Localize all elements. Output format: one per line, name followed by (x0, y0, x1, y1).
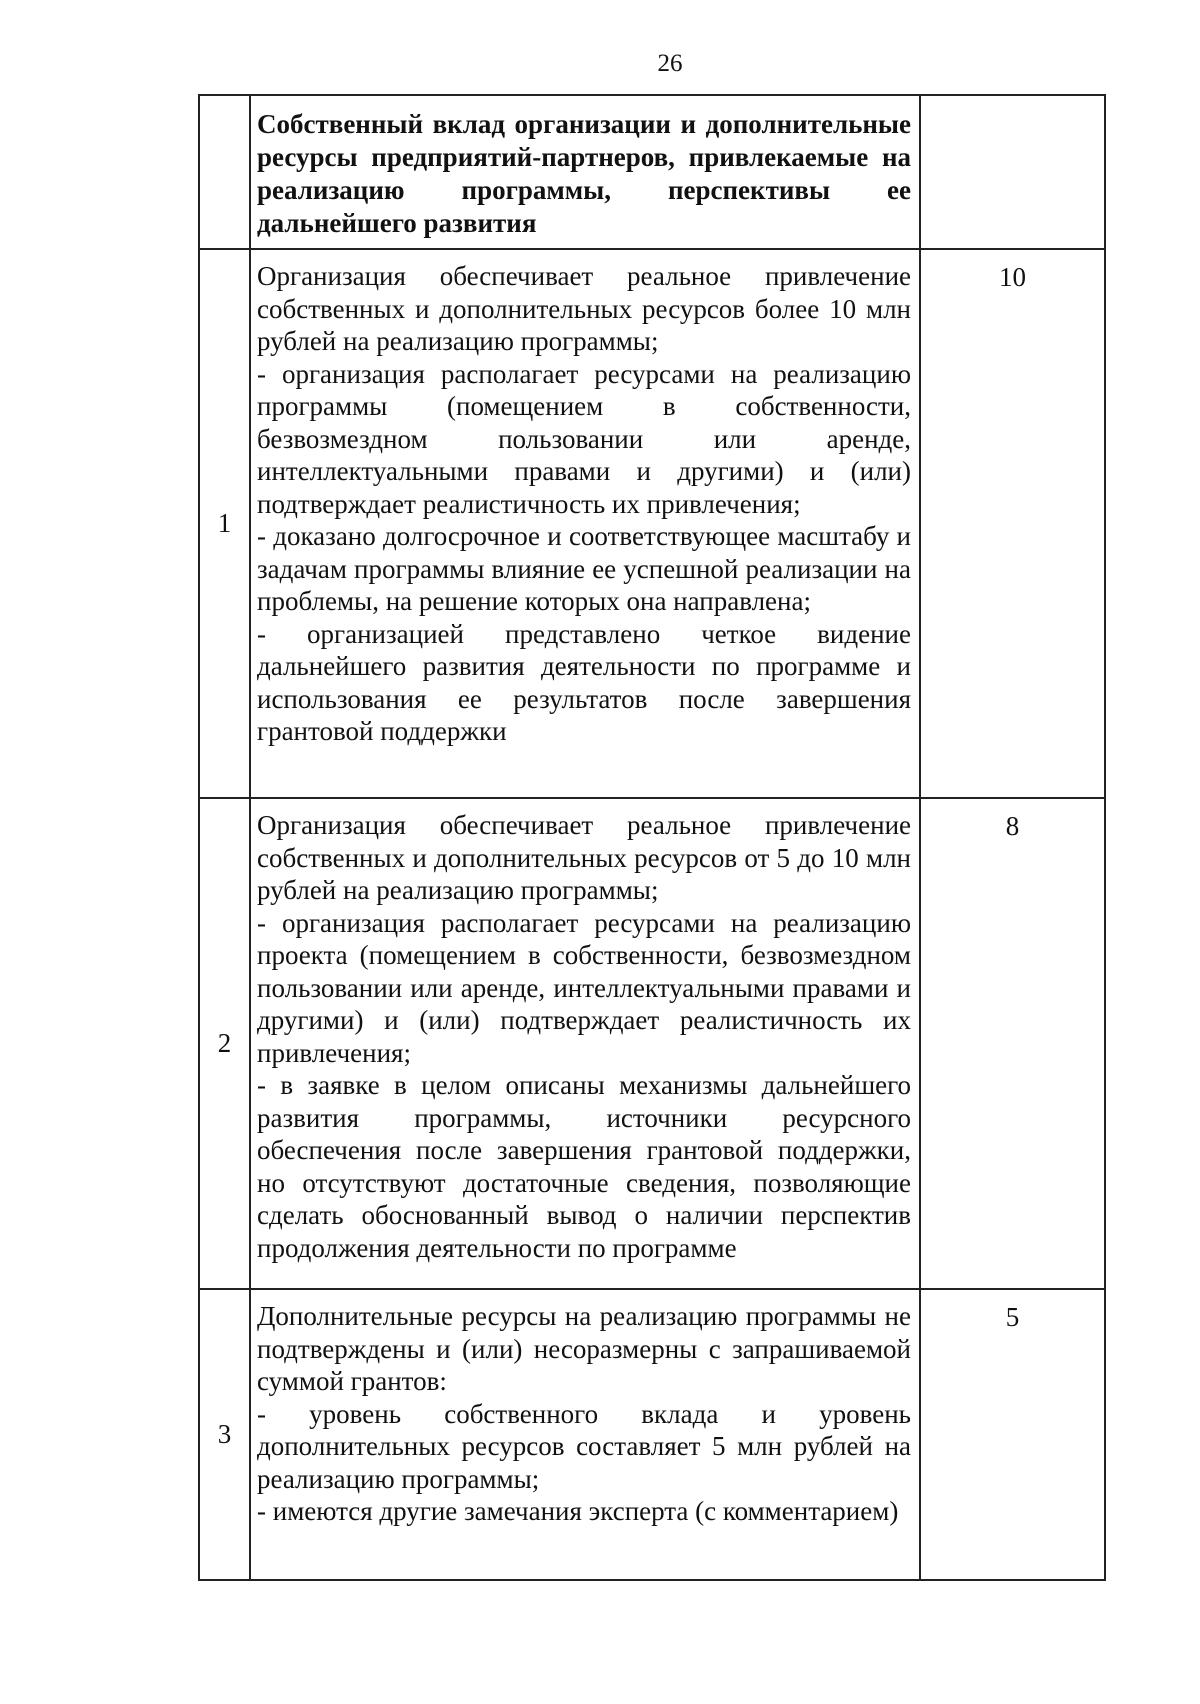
header-score-cell (920, 95, 1105, 249)
criteria-table (198, 94, 1106, 1581)
row-paragraph: - организация располагает ресурсами на реализацию проекта (помещением в собственности, безвозмездном пользовании или аренде, интеллектуальными правами и другими) и (или) подтверждает реалистичность их привлечения; (257, 907, 911, 1068)
row-score: 5 (920, 1289, 1105, 1580)
row-paragraph: Организация обеспечивает реальное привлечение собственных и дополнительных ресурсов от 5 до 10 млн рублей на реализацию программы; (257, 810, 911, 905)
row-number: 1 (199, 249, 250, 798)
row-paragraph: - организация располагает ресурсами на реализацию программы (помещением в собственности, безвозмездном пользовании или аренде, интеллектуальными правами и другими) и (или) подтверждает реалистичность их привлечения; (257, 358, 911, 519)
table-row (199, 798, 1105, 1289)
row-paragraph: - организацией представлено четкое видение дальнейшего развития деятельности по программе и использования ее результатов после завершения грантовой поддержки (257, 618, 911, 746)
row-description-cell (250, 798, 920, 1289)
header-criterion-cell (250, 95, 920, 249)
page-number: 26 (657, 50, 683, 77)
row-paragraph: Организация обеспечивает реальное привлечение собственных и дополнительных ресурсов более 10 млн рублей на реализацию программы; (257, 261, 911, 356)
row-description-cell (250, 249, 920, 798)
row-description-cell (250, 1289, 920, 1580)
row-number: 3 (199, 1289, 250, 1580)
header-number-cell (199, 95, 250, 249)
table-row (199, 1289, 1105, 1580)
criterion-heading: Собственный вклад организации и дополнительные ресурсы предприятий-партнеров, привлекаемые на реализацию программы, перспективы ее дальнейшего развития (257, 109, 911, 238)
row-score: 10 (920, 249, 1105, 798)
row-paragraph: - в заявке в целом описаны механизмы дальнейшего развития программы, источники ресурсного обеспечения после завершения грантовой поддержки, но отсутствуют достаточные сведения, позволяющие сделать обоснованный вывод о наличии перспектив продолжения деятельности по программе (257, 1070, 911, 1263)
table-row (199, 249, 1105, 798)
row-paragraph: Дополнительные ресурсы на реализацию программы не подтверждены и (или) несоразмерны с запрашиваемой суммой грантов: (257, 1301, 911, 1396)
table-header-row (199, 95, 1105, 249)
row-paragraph: - доказано долгосрочное и соответствующее масштабу и задачам программы влияние ее успешной реализации на проблемы, на решение которых она направлена; (257, 521, 911, 616)
row-number: 2 (199, 798, 250, 1289)
row-paragraph: - уровень собственного вклада и уровень дополнительных ресурсов составляет 5 млн рублей на реализацию программы; (257, 1398, 911, 1494)
row-score: 8 (920, 798, 1105, 1289)
row-paragraph: - имеются другие замечания эксперта (с комментарием) (257, 1496, 899, 1526)
